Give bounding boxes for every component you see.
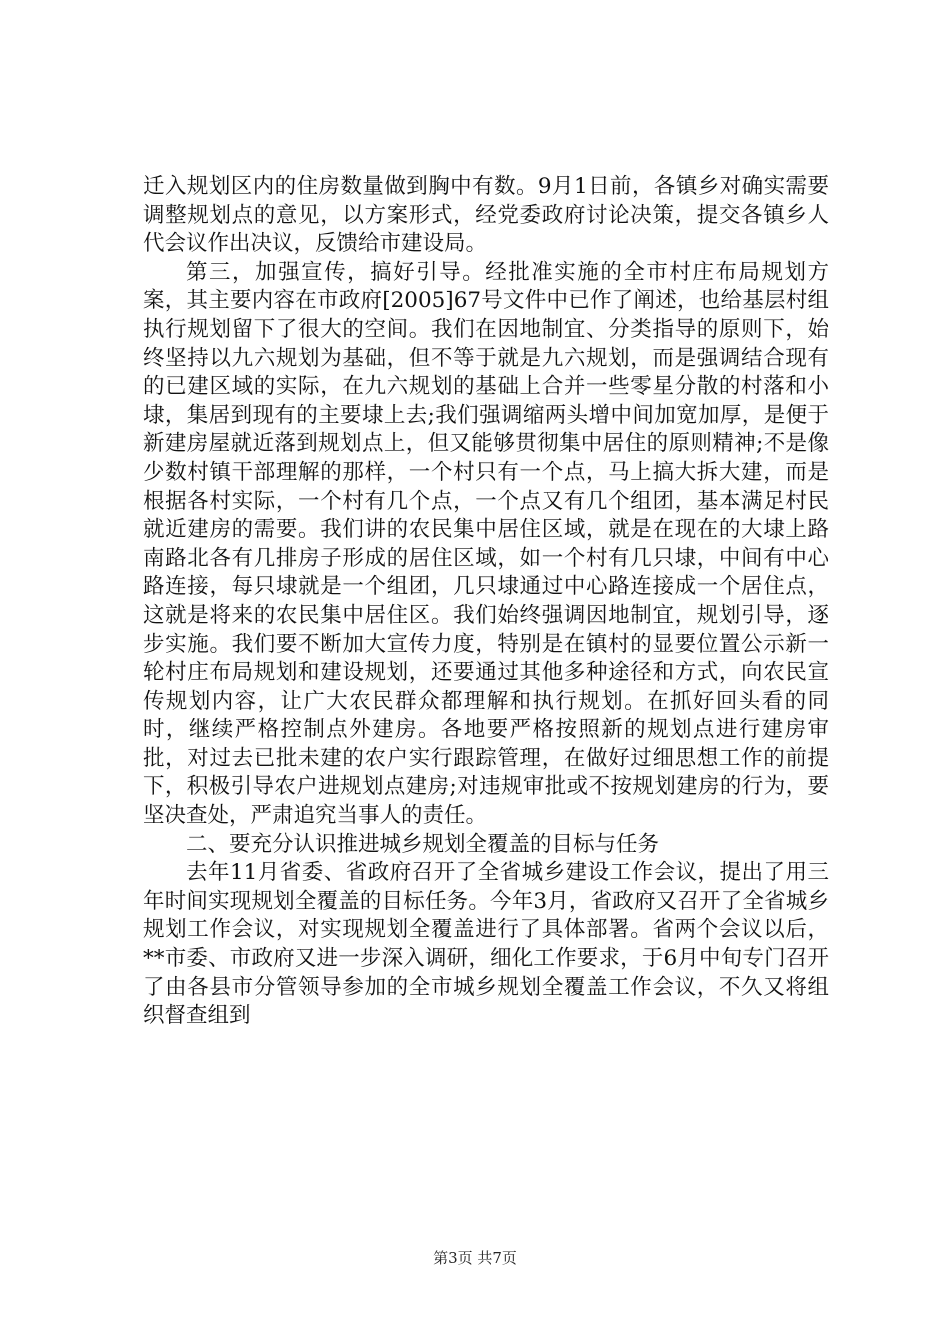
- paragraph-continuation: 迁入规划区内的住房数量做到胸中有数。9月1日前，各镇乡对确实需要调整规划点的意见，以方案形式，经党委政府讨论决策，提交各镇乡人代会议作出决议，反馈给市建设局。: [143, 174, 829, 257]
- paragraph-section-two: 去年11月省委、省政府召开了全省城乡建设工作会议，提出了用三年时间实现规划全覆盖的目标任务。今年3月，省政府又召开了全省城乡规划工作会议，对实现规划全覆盖进行了具体部署。省两个会议以后，**市委、市政府又进一步深入调研，细化工作要求，于6月中旬专门召开了由各县市分管领导参加的全市城乡规划全覆盖工作会议，不久又将组织督查组到: [143, 860, 829, 1029]
- document-body: [143, 173, 829, 1031]
- section-heading-two: 二、要充分认识推进城乡规划全覆盖的目标与任务: [186, 831, 660, 857]
- page-number-footer: 第3页 共7页: [433, 1249, 517, 1267]
- paragraph-third-point: 第三，加强宣传，搞好引导。经批准实施的全市村庄布局规划方案，其主要内容在市政府[2005]67号文件中已作了阐述，也给基层村组执行规划留下了很大的空间。我们在因地制宜、分类指导的原则下，始终坚持以九六规划为基础，但不等于就是九六规划，而是强调结合现有的已建区域的实际，在九六规划的基础上合并一些零星分散的村落和小埭，集居到现有的主要埭上去;我们强调缩两头增中间加宽加厚，是便于新建房屋就近落到规划点上，但又能够贯彻集中居住的原则精神;不是像少数村镇干部理解的那样，一个村只有一个点，马上搞大拆大建，而是根据各村实际，一个村有几个点，一个点又有几个组团，基本满足村民就近建房的需要。我们讲的农民集中居住区域，就是在现在的大埭上路南路北各有几排房子形成的居住区域，如一个村有几只埭，中间有中心路连接，每只埭就是一个组团，几只埭通过中心路连接成一个居住点，这就是将来的农民集中居住区。我们始终强调因地制宜，规划引导，逐步实施。我们要不断加大宣传力度，特别是在镇村的显要位置公示新一轮村庄布局规划和建设规划，还要通过其他多种途径和方式，向农民宣传规划内容，让广大农民群众都理解和执行规划。在抓好回头看的同时，继续严格控制点外建房。各地要严格按照新的规划点进行建房审批，对过去已批未建的农户实行跟踪管理，在做好过细思想工作的前提下，积极引导农户进规划点建房;对违规审批或不按规划建房的行为，要坚决查处，严肃追究当事人的责任。: [143, 259, 829, 829]
